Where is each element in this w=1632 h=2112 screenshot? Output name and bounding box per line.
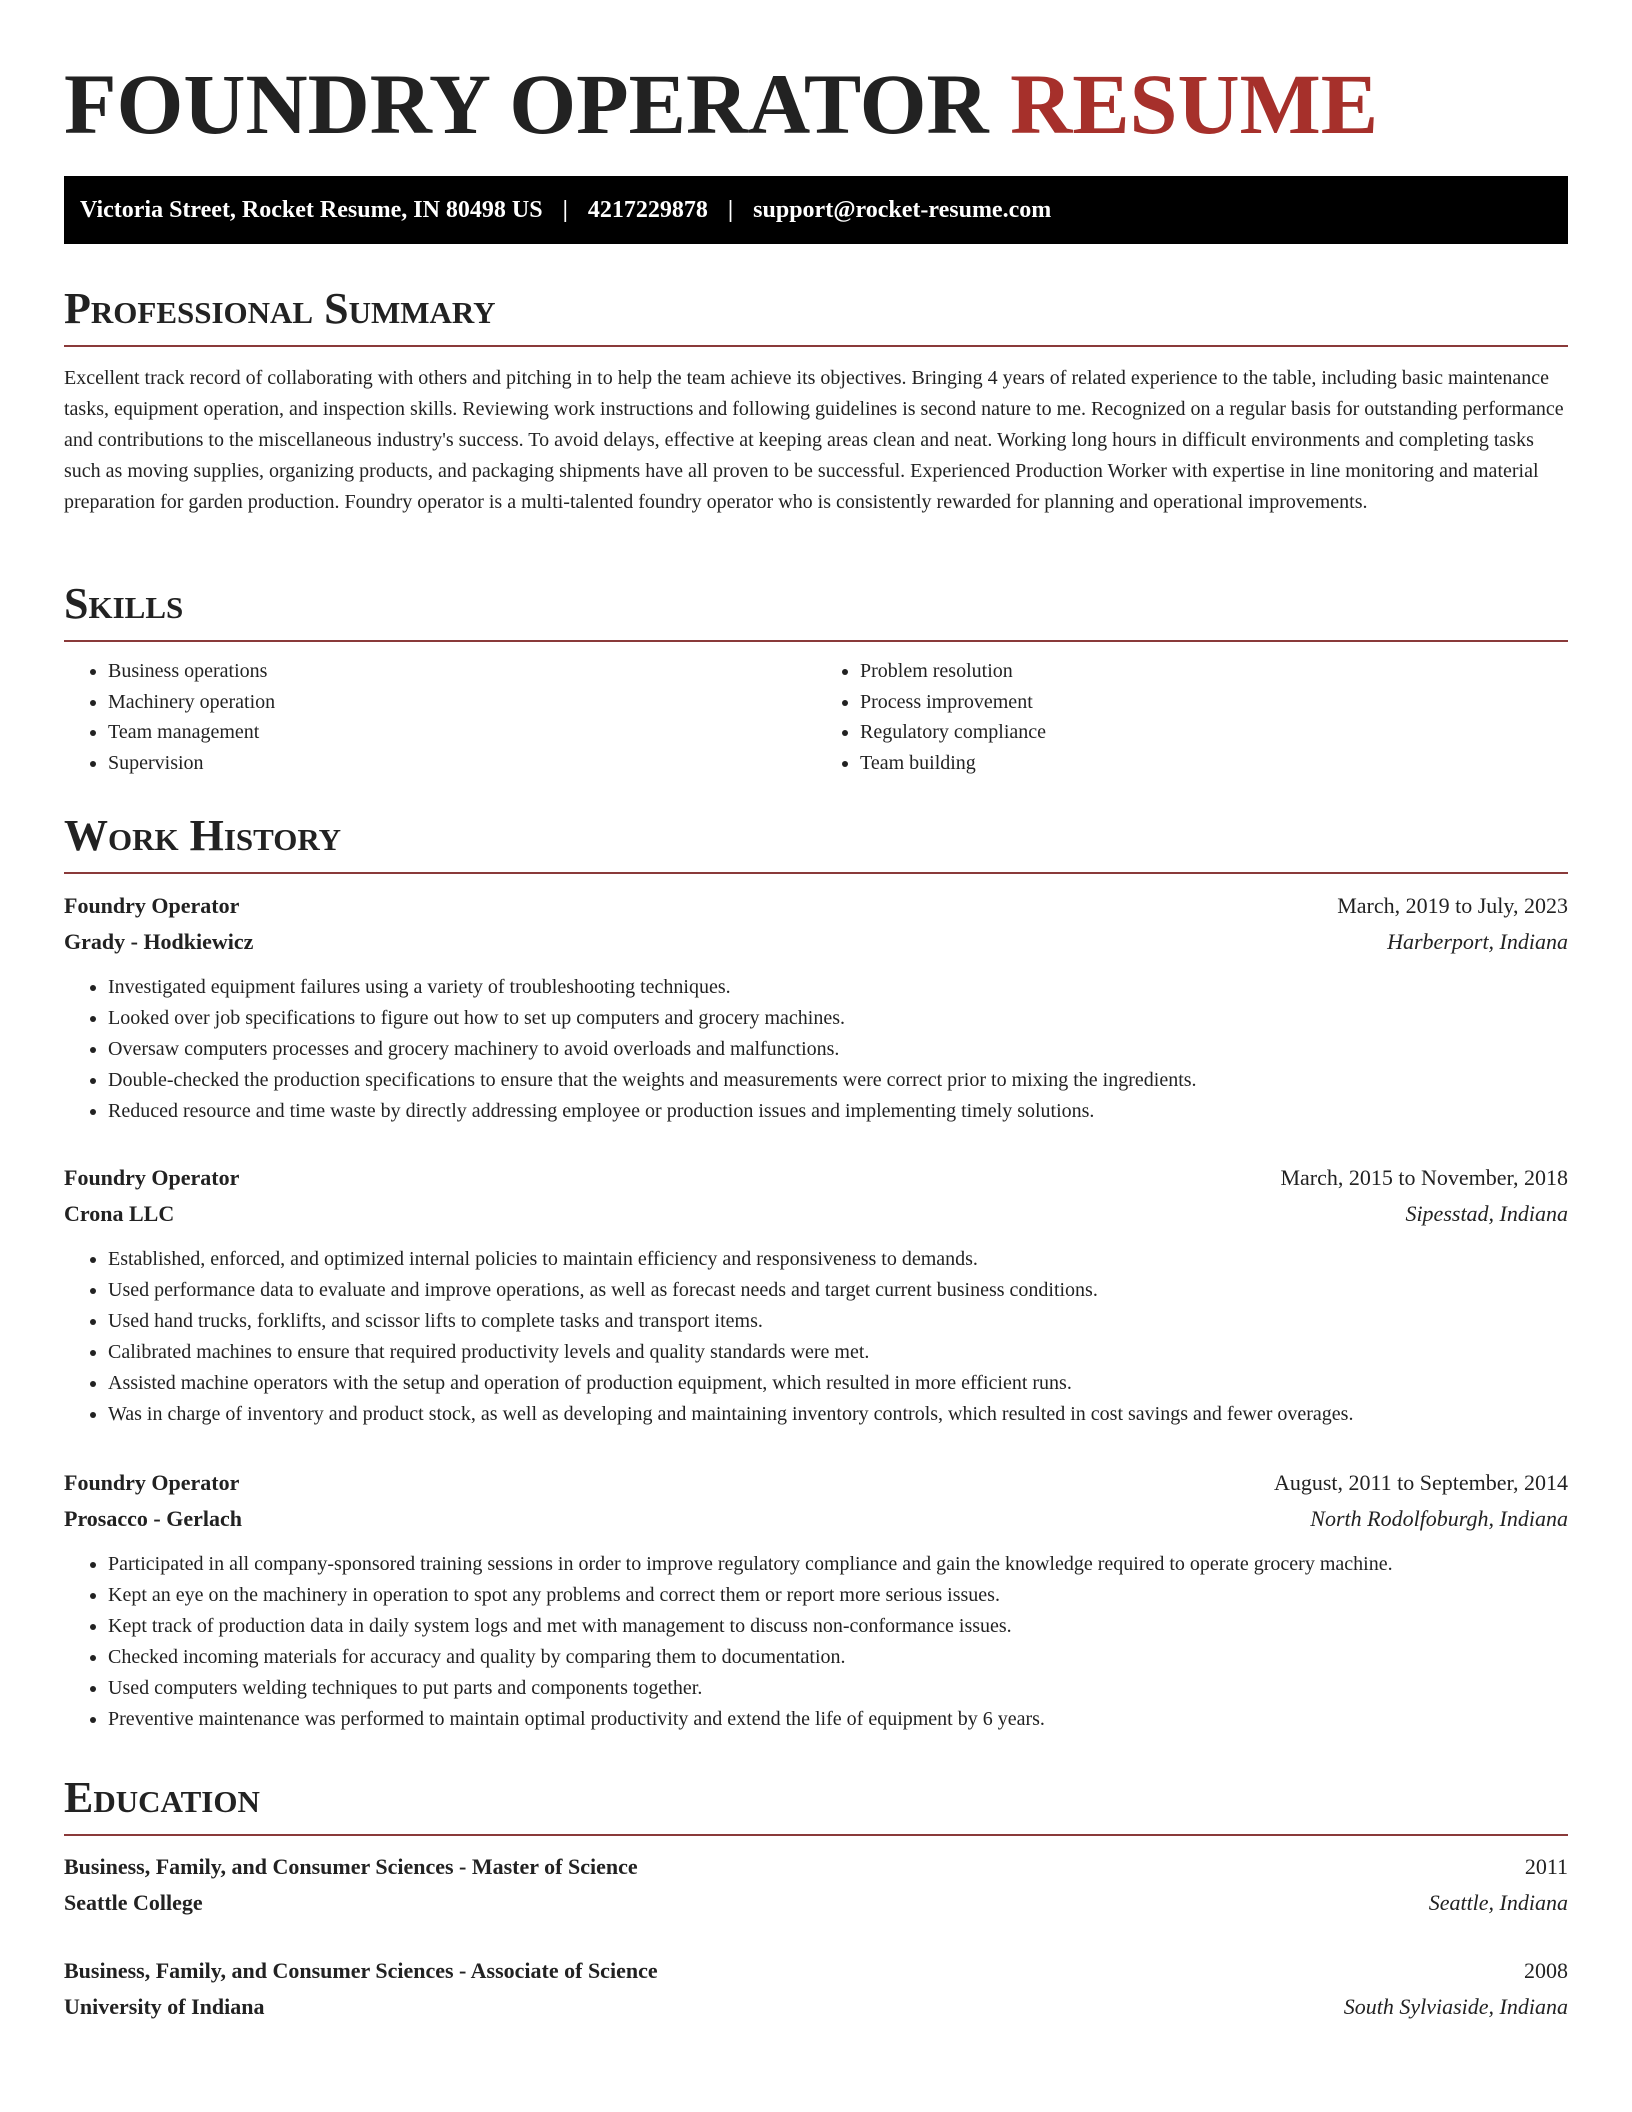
contact-phone: 4217229878 xyxy=(587,197,708,223)
job-title: Foundry Operator xyxy=(64,1165,240,1190)
summary-text: Excellent track record of collaborating with others and pitching in to help the team achieve its objectives. Bringing 4 years of related experience to the table, including basic maintenance tasks, equipment operation, and inspection skills. Reviewing work instructions and following guidelines is second nature to me. Recognized on a regular basis for outstanding performance and contributions to the miscellaneous industry's success. To avoid delays, effective at keeping areas clean and neat. Working long hours in difficult environments and completing tasks such as moving supplies, organizing products, and packaging shipments have all proven to be successful. Experienced Production Worker with expertise in line monitoring and material preparation for garden production. Foundry operator is a multi-talented foundry operator who is consistently rewarded for planning and operational improvements. xyxy=(64,367,1564,513)
job-header-row xyxy=(64,1160,1568,1196)
skills-list-right xyxy=(816,656,1568,778)
job-bullets xyxy=(64,972,1568,1127)
job-location: Sipesstad, Indiana xyxy=(1405,1201,1568,1226)
contact-separator: | xyxy=(562,197,568,223)
section-divider xyxy=(64,345,1568,347)
job-bullet: • Preventive maintenance was performed to maintain optimal productivity and extend the life of equipment by 6 years. xyxy=(108,1704,1568,1735)
job-company-row xyxy=(64,1501,1568,1537)
job-bullet: • Looked over job specifications to figure out how to set up computers and grocery machines. xyxy=(108,1003,1568,1034)
title-accent: RESUME xyxy=(1010,56,1379,152)
education-degree: Business, Family, and Consumer Sciences - Associate of Science xyxy=(64,1958,658,1983)
section-divider xyxy=(64,640,1568,642)
job-location: Harberport, Indiana xyxy=(1387,929,1568,954)
contact-bar xyxy=(64,176,1568,244)
skill-item: • Team management xyxy=(108,717,816,748)
title-main: FOUNDRY OPERATOR xyxy=(64,56,989,152)
section-divider xyxy=(64,872,1568,874)
education-location: South Sylviaside, Indiana xyxy=(1343,1994,1568,2019)
section-divider xyxy=(64,1834,1568,1836)
job-bullets xyxy=(64,1549,1568,1735)
job-bullet: • Assisted machine operators with the setup and operation of production equipment, which resulted in more efficient runs. xyxy=(108,1368,1568,1399)
education-header-row xyxy=(64,1849,1568,1885)
contact-separator: | xyxy=(727,197,734,223)
job-bullet: • Established, enforced, and optimized internal policies to maintain efficiency and responsiveness to demands. xyxy=(108,1244,1568,1275)
contact-email: support@rocket-resume.com xyxy=(753,197,1052,223)
job-bullet: • Was in charge of inventory and product stock, as well as developing and maintaining inventory controls, which resulted in cost savings and fewer overages. xyxy=(108,1399,1568,1430)
education-school-row xyxy=(64,1885,1568,1921)
job-header-row xyxy=(64,1465,1568,1501)
section-heading: Professional Summary xyxy=(64,284,496,333)
job-bullet: • Checked incoming materials for accuracy and quality by comparing them to documentation. xyxy=(108,1642,1568,1673)
job-bullet: • Oversaw computers processes and grocery machinery to avoid overloads and malfunctions. xyxy=(108,1034,1568,1065)
job-bullet: • Reduced resource and time waste by directly addressing employee or production issues and implementing timely solutions. xyxy=(108,1096,1568,1127)
job-dates: August, 2011 to September, 2014 xyxy=(1273,1470,1568,1495)
job-bullet: • Participated in all company-sponsored training sessions in order to improve regulatory compliance and gain the knowledge required to operate grocery machine. xyxy=(108,1549,1568,1580)
education-section xyxy=(64,1770,1568,1836)
job-bullet: • Used computers welding techniques to put parts and components together. xyxy=(108,1673,1568,1704)
skill-item: • Problem resolution xyxy=(860,656,1568,687)
job-company-row xyxy=(64,924,1568,960)
section-heading: Work History xyxy=(64,811,342,860)
education-location: Seattle, Indiana xyxy=(1428,1890,1568,1915)
education-year: 2011 xyxy=(1524,1854,1568,1879)
job-bullet: • Kept track of production data in daily system logs and met with management to discuss non-conformance issues. xyxy=(108,1611,1568,1642)
skill-item: • Process improvement xyxy=(860,687,1568,718)
education-school: Seattle College xyxy=(64,1890,203,1915)
section-heading: Education xyxy=(64,1773,260,1822)
job-bullet: • Double-checked the production specifications to ensure that the weights and measurements were correct prior to mixing the ingredients. xyxy=(108,1065,1568,1096)
job-dates: March, 2019 to July, 2023 xyxy=(1337,893,1568,918)
job-bullet: • Used hand trucks, forklifts, and scissor lifts to complete tasks and transport items. xyxy=(108,1306,1568,1337)
resume-title xyxy=(64,48,1568,160)
job-title: Foundry Operator xyxy=(64,893,240,918)
skills-list-left xyxy=(64,656,816,778)
section-heading: Skills xyxy=(64,579,184,628)
job-entry xyxy=(64,888,1568,1127)
education-header-row xyxy=(64,1953,1568,1989)
job-dates: March, 2015 to November, 2018 xyxy=(1280,1165,1568,1190)
education-school: University of Indiana xyxy=(64,1994,265,2019)
job-bullet: • Calibrated machines to ensure that required productivity levels and quality standards were met. xyxy=(108,1337,1568,1368)
education-entry xyxy=(64,1849,1568,1921)
job-company: Crona LLC xyxy=(64,1201,175,1226)
job-entry xyxy=(64,1160,1568,1430)
skill-item: • Machinery operation xyxy=(108,687,816,718)
job-company-row xyxy=(64,1196,1568,1232)
job-header-row xyxy=(64,888,1568,924)
contact-address: Victoria Street, Rocket Resume, IN 80498 US xyxy=(80,197,543,223)
job-entry xyxy=(64,1465,1568,1735)
education-school-row xyxy=(64,1989,1568,2025)
job-company: Prosacco - Gerlach xyxy=(64,1506,242,1531)
skill-item: • Supervision xyxy=(108,748,816,779)
education-year: 2008 xyxy=(1524,1958,1568,1983)
job-bullet: • Investigated equipment failures using a variety of troubleshooting techniques. xyxy=(108,972,1568,1003)
job-title: Foundry Operator xyxy=(64,1470,240,1495)
skills-grid xyxy=(64,656,1568,778)
skill-item: • Team building xyxy=(860,748,1568,779)
education-degree: Business, Family, and Consumer Sciences - Master of Science xyxy=(64,1854,638,1879)
work-section xyxy=(64,808,1568,874)
job-location: North Rodolfoburgh, Indiana xyxy=(1310,1506,1568,1531)
job-bullet: • Kept an eye on the machinery in operation to spot any problems and correct them or report more serious issues. xyxy=(108,1580,1568,1611)
summary-section xyxy=(64,281,1568,518)
skill-item: • Regulatory compliance xyxy=(860,717,1568,748)
job-bullet: • Used performance data to evaluate and improve operations, as well as forecast needs and target current business conditions. xyxy=(108,1275,1568,1306)
job-company: Grady - Hodkiewicz xyxy=(64,929,254,954)
education-entry xyxy=(64,1953,1568,2025)
skill-item: • Business operations xyxy=(108,656,816,687)
job-bullets xyxy=(64,1244,1568,1430)
skills-section xyxy=(64,576,1568,778)
